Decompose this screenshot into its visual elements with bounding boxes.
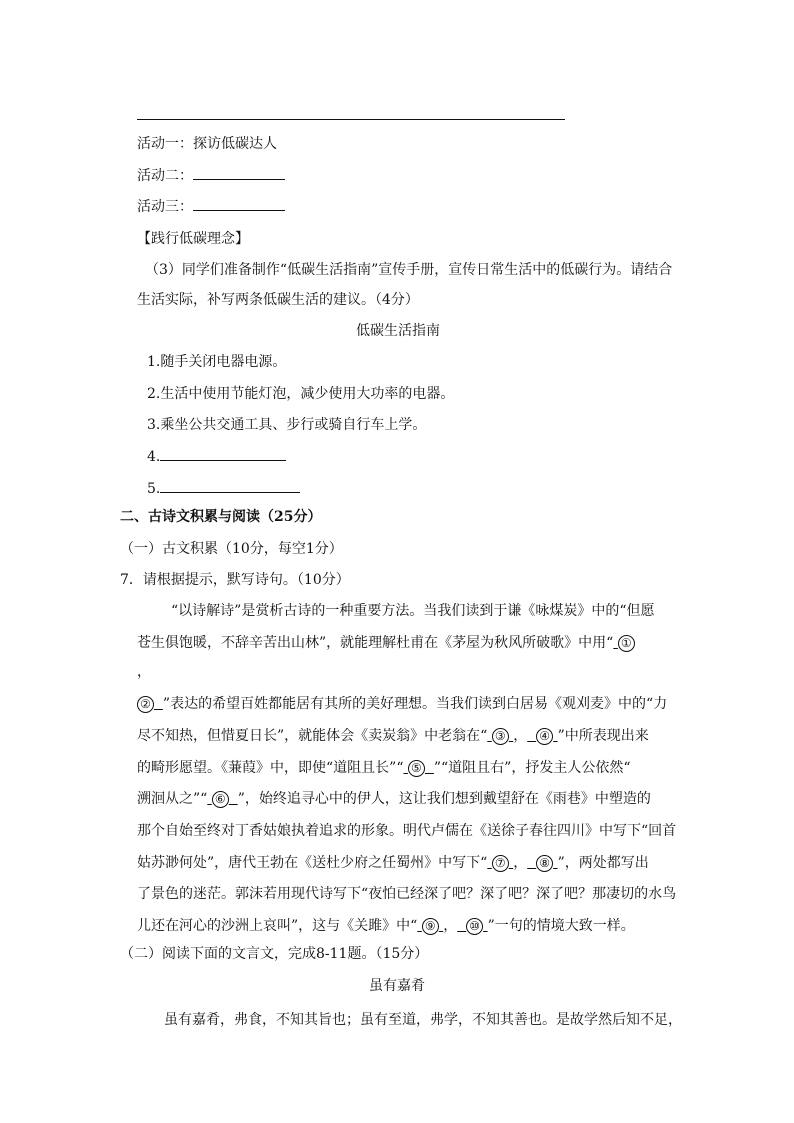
part2-sub2: （二）阅读下面的文言文，完成8-11题。（15分） — [120, 946, 429, 962]
passage-line-6: 溯洄从之”“ ⑥ ”，始终追寻心中的伊人，这让我们想到戴望舒在《雨巷》中塑造的 — [137, 791, 651, 807]
blank-1[interactable]: ① — [618, 635, 635, 652]
guide-title: 低碳生活指南 — [356, 323, 440, 339]
passage-line-1: “以诗解诗”是赏析古诗的一种重要方法。当我们读到于谦《咏煤炭》中的“但愿 — [171, 603, 655, 619]
guide-item-5: 5. — [147, 478, 300, 499]
guide-item-4-blank[interactable] — [160, 446, 286, 461]
blank-5[interactable]: ⑤ — [408, 760, 425, 777]
passage-line-2: 苍生俱饱暖，不辞辛苦出山林”，就能理解杜甫在《茅屋为秋风所破歌》中用“ ① — [137, 633, 635, 653]
q3-line-1: （3）同学们准备制作“低碳生活指南”宣传手册，宣传日常生活中的低碳行为。请结合 — [145, 262, 673, 278]
classical-title: 虽有嘉肴 — [369, 978, 425, 994]
answer-line — [137, 119, 565, 120]
passage-line-3: ② ”表达的希望百姓都能居有其所的美好理想。当我们读到白居易《观刈麦》中的“力 — [137, 694, 667, 714]
activity-2-blank[interactable] — [193, 165, 285, 180]
passage-line-8: 姑苏渺何处”，唐代王勃在《送杜少府之任蜀州》中写下“ ⑦ ， ⑧ ”，两处都写出 — [137, 855, 649, 871]
passage-line-5: 的畸形愿望。《蒹葭》中，即使“道阻且长”“ ⑤ ”“道阻且右”，抒发主人公依然“ — [137, 760, 631, 776]
blank-6[interactable]: ⑥ — [212, 791, 229, 808]
passage-line-2-comma: ， — [137, 664, 151, 680]
blank-7[interactable]: ⑦ — [492, 855, 509, 872]
guide-item-1: 1.随手关闭电器电源。 — [147, 354, 287, 370]
q3-line-2: 生活实际，补写两条低碳生活的建议。（4分） — [137, 292, 419, 308]
question-7: 7．请根据提示，默写诗句。（10分） — [120, 572, 350, 588]
part2-heading: 二、古诗文积累与阅读（25分） — [120, 509, 322, 525]
activity-3-blank[interactable] — [193, 196, 285, 211]
activity-1: 活动一：探访低碳达人 — [137, 136, 277, 152]
guide-item-3: 3.乘坐公共交通工具、步行或骑自行车上学。 — [147, 417, 427, 433]
passage-line-9: 了景色的迷茫。郭沫若用现代诗写下“夜怕已经深了吧？深了吧？深了吧？那凄切的水鸟 — [137, 886, 677, 902]
blank-4[interactable]: ④ — [536, 728, 553, 745]
activity-3: 活动三： — [137, 196, 285, 217]
guide-item-5-blank[interactable] — [160, 478, 300, 493]
passage-line-4: 尽不知热，但惜夏日长”，就能体会《卖炭翁》中老翁在“ ③ ， ④ ”中所表现出来 — [137, 728, 649, 744]
section-practice: 【践行低碳理念】 — [137, 231, 249, 247]
passage-line-7: 那个自始至终对丁香姑娘执着追求的形象。明代卢儒在《送徐子春往四川》中写下“回首 — [137, 823, 677, 839]
guide-item-4: 4. — [147, 446, 286, 467]
passage-line-10: 儿还在河心的沙洲上哀叫”，这与《关雎》中“ ⑨ ， ⑩ ”一句的情境大致一样。 — [137, 918, 635, 934]
activity-2: 活动二： — [137, 165, 285, 186]
classical-line-1: 虽有嘉肴，弗食，不知其旨也；虽有至道，弗学，不知其善也。是故学然后知不足， — [164, 1012, 682, 1028]
blank-9[interactable]: ⑨ — [422, 918, 439, 935]
blank-3[interactable]: ③ — [492, 728, 509, 745]
blank-10[interactable]: ⑩ — [466, 918, 483, 935]
guide-item-2: 2.生活中使用节能灯泡，减少使用大功率的电器。 — [147, 386, 455, 402]
blank-2[interactable]: ② — [137, 696, 154, 713]
blank-8[interactable]: ⑧ — [536, 855, 553, 872]
part2-sub1: （一）古文积累（10分，每空1分） — [120, 541, 343, 557]
